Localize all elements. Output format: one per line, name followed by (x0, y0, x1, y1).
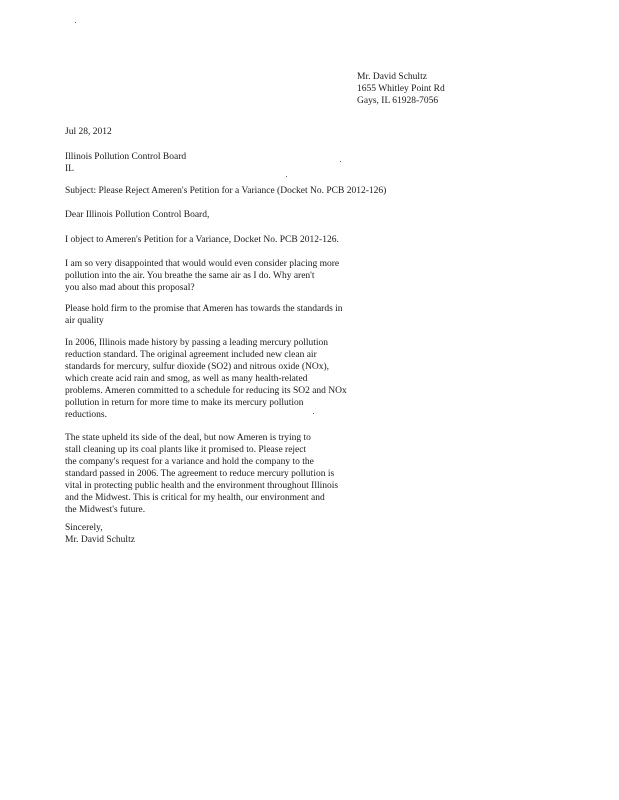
subject-line (65, 185, 445, 197)
paragraph-line: reduction standard. The original agreement included new clean air (65, 350, 317, 360)
sender-street: 1655 Whitley Point Rd (357, 84, 445, 94)
date-text: Jul 28, 2012 (65, 127, 112, 137)
scan-speck (75, 22, 76, 23)
subject-text: Subject: Please Reject Ameren's Petition for a Variance (Docket No. PCB 2012-126) (65, 186, 387, 196)
paragraph-line: I object to Ameren's Petition for a Variance, Docket No. PCB 2012-126. (65, 235, 339, 245)
paragraph-line: pollution in return for more time to make its mercury pollution (65, 398, 304, 408)
paragraph-line: which create acid rain and smog, as well as many health-related (65, 374, 308, 384)
paragraph-line: the Midwest's future. (65, 505, 146, 515)
salutation-text: Dear Illinois Pollution Control Board, (65, 210, 210, 220)
paragraph-line: and the Midwest. This is critical for my health, our environment and (65, 493, 325, 503)
paragraph-objection (65, 234, 445, 246)
paragraph-line: I am so very disappointed that would would even consider placing more (65, 259, 340, 269)
paragraph-line: air quality (65, 316, 104, 326)
paragraph-line: stall cleaning up its coal plants like it promised to. Please reject (65, 445, 307, 455)
recipient-name: Illinois Pollution Control Board (65, 152, 187, 162)
paragraph-line: standards for mercury, sulfur dioxide (SO2) and nitrous oxide (NOx), (65, 362, 330, 372)
paragraph-line: problems. Ameren committed to a schedule for reducing its SO2 and NOx (65, 386, 347, 396)
paragraph-request (65, 432, 385, 516)
recipient-state: IL (65, 164, 74, 174)
recipient-address (65, 151, 385, 175)
scan-speck (286, 176, 287, 177)
closing-text: Sincerely, (65, 523, 103, 533)
sender-city: Gays, IL 61928-7056 (357, 96, 439, 106)
sender-address (357, 71, 557, 107)
sender-name: Mr. David Schultz (357, 72, 427, 82)
letter-date (65, 126, 385, 138)
salutation (65, 209, 385, 221)
closing-block (65, 522, 385, 546)
paragraph-line: reductions. (65, 410, 107, 420)
paragraph-hold-firm (65, 303, 385, 327)
paragraph-line: you also mad about this proposal? (65, 283, 195, 293)
paragraph-line: vital in protecting public health and the environment throughout Illinois (65, 481, 339, 491)
signature-name: Mr. David Schultz (65, 535, 135, 545)
paragraph-line: The state upheld its side of the deal, but now Ameren is trying to (65, 433, 311, 443)
paragraph-line: the company's request for a variance and hold the company to the (65, 457, 314, 467)
paragraph-disappointment (65, 258, 385, 294)
paragraph-line: standard passed in 2006. The agreement to reduce mercury pollution is (65, 469, 335, 479)
paragraph-line: pollution into the air. You breathe the same air as I do. Why aren't (65, 271, 315, 281)
paragraph-history (65, 337, 385, 421)
paragraph-line: Please hold firm to the promise that Ameren has towards the standards in (65, 304, 343, 314)
paragraph-line: In 2006, Illinois made history by passing a leading mercury pollution (65, 338, 329, 348)
